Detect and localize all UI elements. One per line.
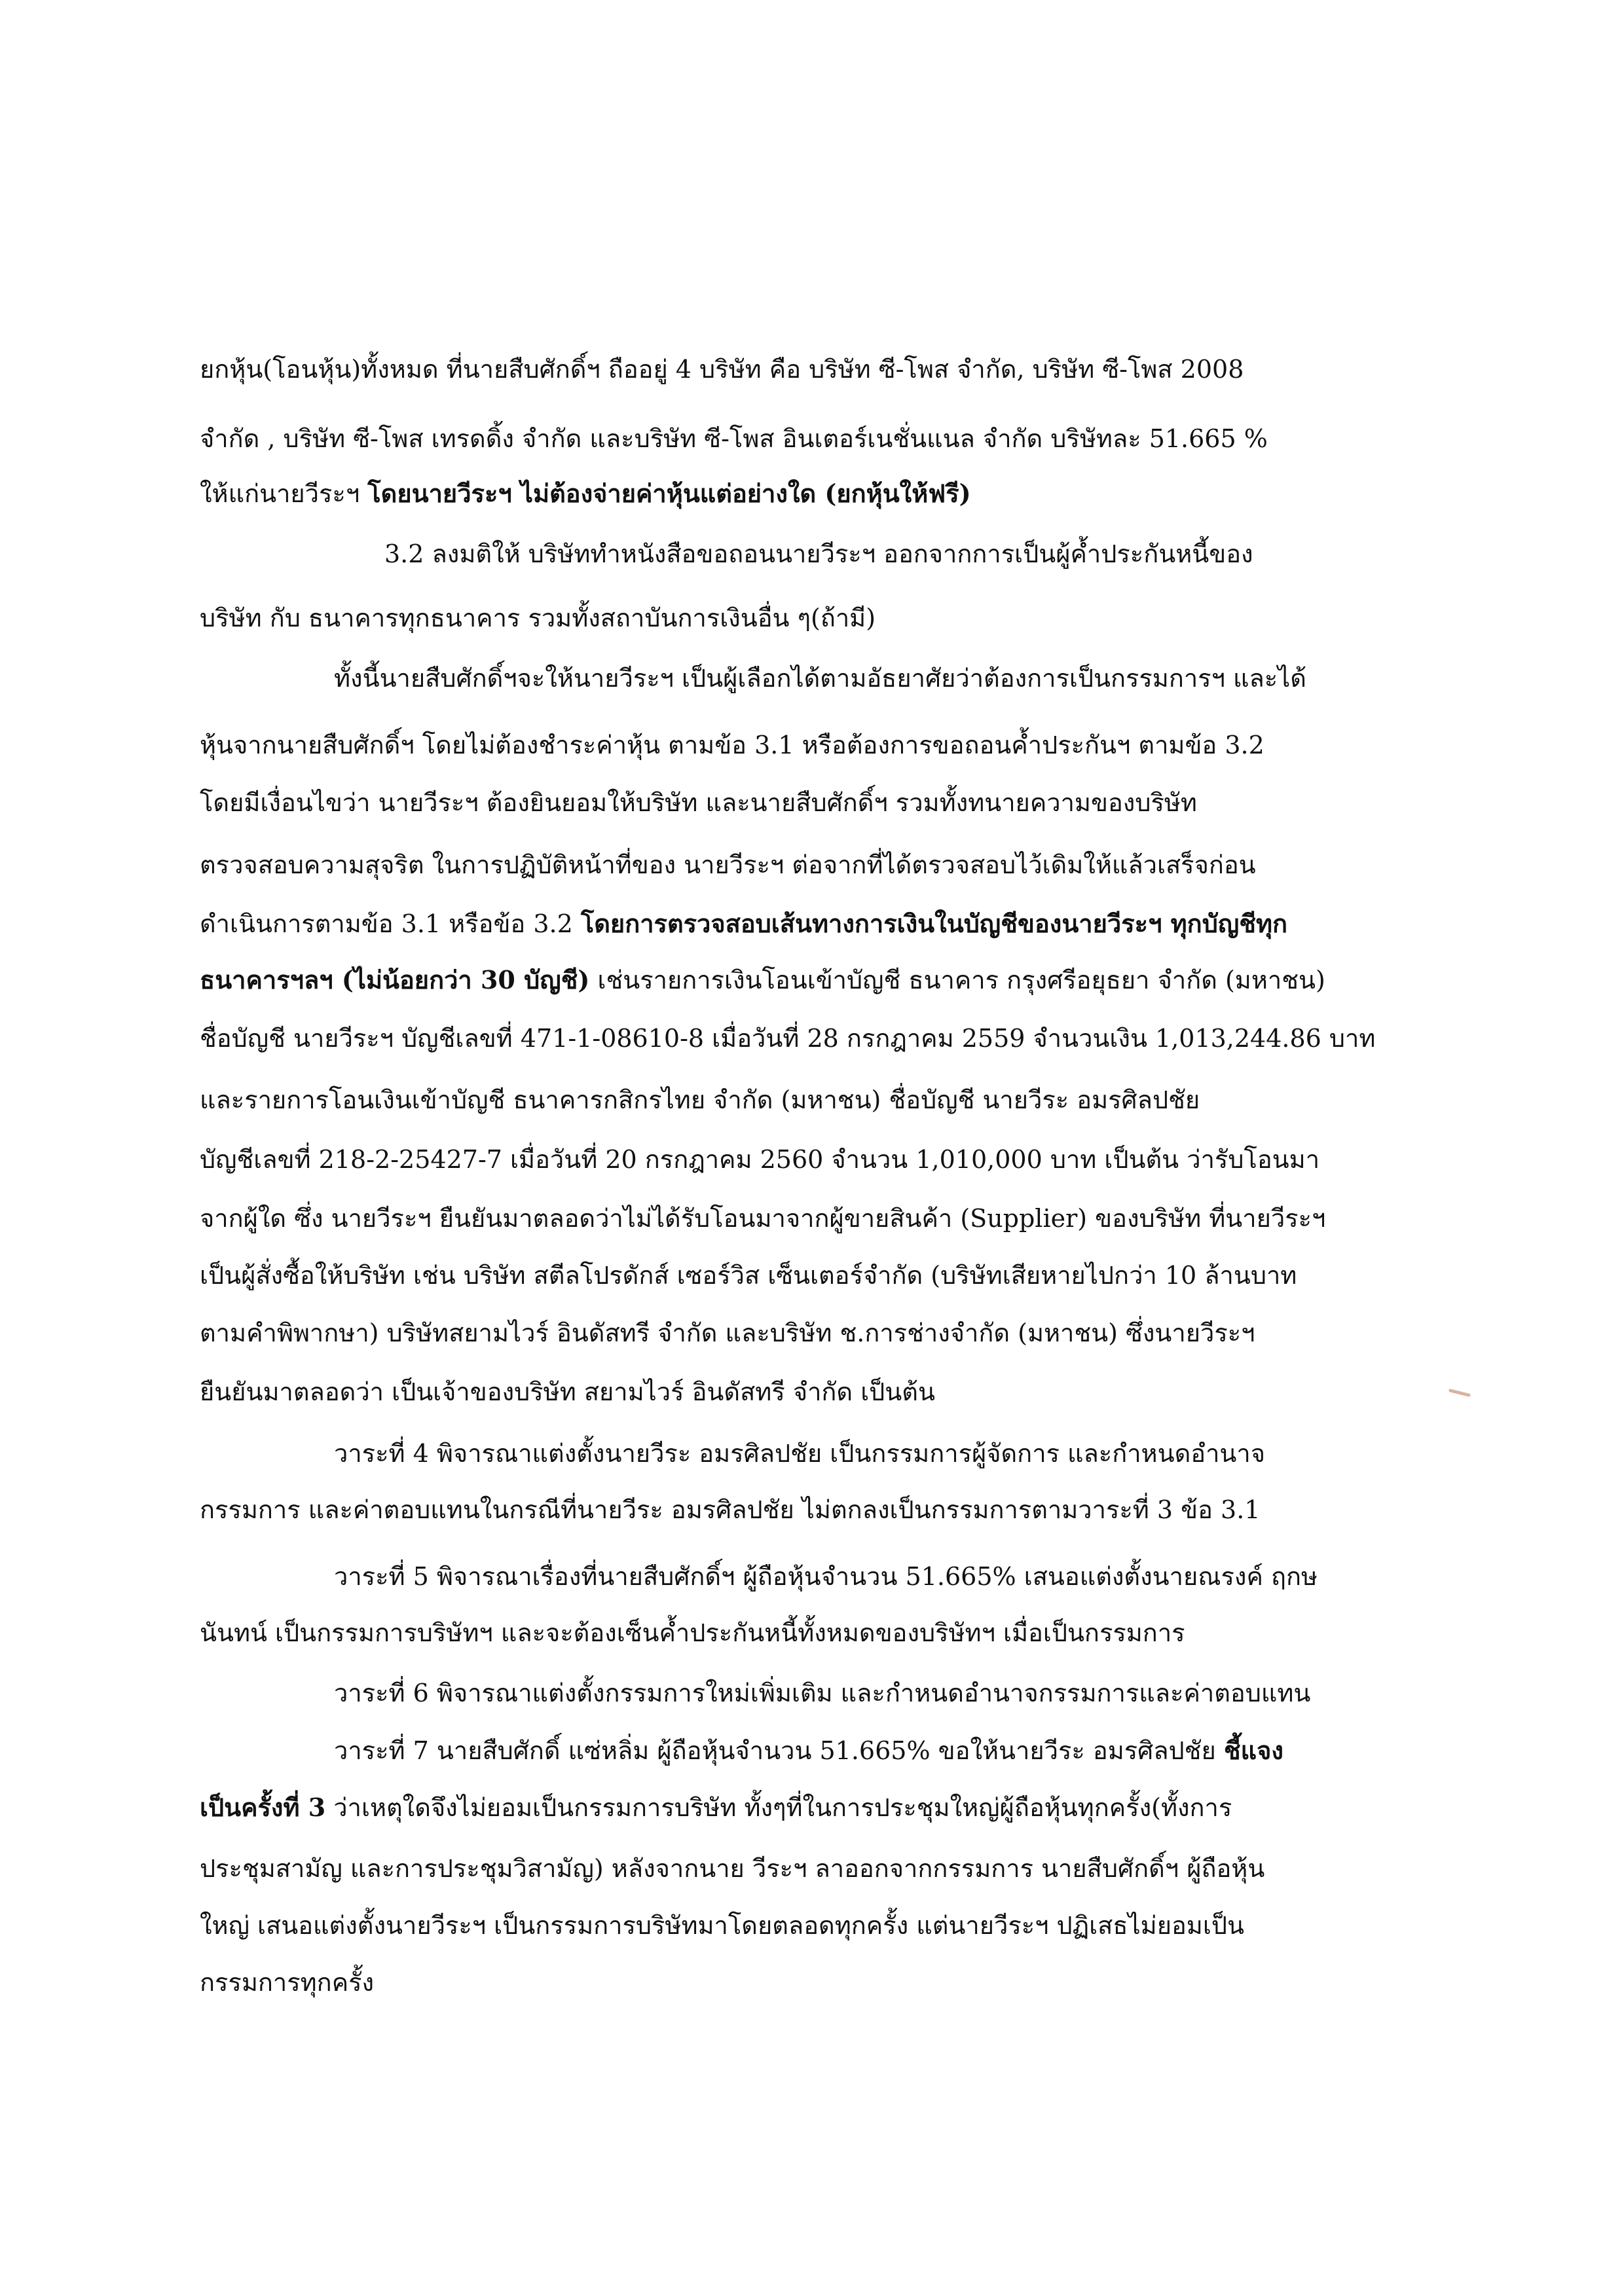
text-run: ตรวจสอบความสุจริต ในการปฏิบัติหน้าที่ของ นายวีระฯ ต่อจากที่ได้ตรวจสอบไว้เดิมให้แล้วเสร็จก่อน	[200, 850, 1256, 879]
paragraph-line	[334, 1553, 1565, 1600]
text-run: วาระที่ 7 นายสืบศักดิ์ แซ่หลิ่ม ผู้ถือหุ้นจำนวน 51.665% ขอให้นายวีระ อมรศิลปชัย	[334, 1736, 1224, 1765]
paragraph-line	[384, 530, 1615, 577]
paragraph-line	[200, 1076, 1431, 1123]
text-run: จำกัด , บริษัท ซี-โพส เทรดดิ้ง จำกัด และบริษัท ซี-โพส อินเตอร์เนชั่นแนล จำกัด บริษัทละ 51.665 %	[200, 424, 1268, 453]
text-run: ทั้งนี้นายสืบศักดิ์ฯจะให้นายวีระฯ เป็นผู้เลือกได้ตามอัธยาศัยว่าต้องการเป็นกรรมการฯ และได้	[334, 664, 1306, 693]
bold-text-run: โดยนายวีระฯ ไม่ต้องจ่ายค่าหุ้นแต่อย่างใด (ยกหุ้นให้ฟรี)	[367, 479, 971, 508]
paragraph-line	[200, 1136, 1431, 1183]
text-run: ยืนยันมาตลอดว่า เป็นเจ้าของบริษัท สยามไวร์ อินดัสทรี จำกัด เป็นต้น	[200, 1377, 935, 1406]
text-run: ดำเนินการตามข้อ 3.1 หรือข้อ 3.2	[200, 909, 581, 938]
paragraph-line	[200, 1784, 1431, 1831]
bold-text-run: ธนาคารฯลฯ (ไม่น้อยกว่า 30 บัญชี)	[200, 965, 590, 994]
paragraph-line	[200, 1252, 1431, 1299]
bold-text-run: ชี้แจง	[1223, 1736, 1283, 1765]
paragraph-line	[200, 1959, 1431, 2006]
text-run: ให้แก่นายวีระฯ	[200, 479, 368, 508]
scan-smudge-mark	[1449, 1389, 1471, 1397]
text-run: 3.2 ลงมติให้ บริษัททำหนังสือขอถอนนายวีระฯ ออกจากการเป็นผู้ค้ำประกันหนี้ของ	[384, 539, 1253, 568]
text-run: ยกหุ้น(โอนหุ้น)ทั้งหมด ที่นายสืบศักดิ์ฯ ถืออยู่ 4 บริษัท คือ บริษัท ซี-โพส จำกัด, บริษัท ซี-โพส 2008	[200, 355, 1244, 384]
paragraph-line	[200, 1609, 1431, 1656]
text-run: ตามคำพิพากษา) บริษัทสยามไวร์ อินดัสทรี จำกัด และบริษัท ช.การช่างจำกัด (มหาชน) ซึ่งนายวีระฯ	[200, 1319, 1255, 1347]
text-run: วาระที่ 6 พิจารณาแต่งตั้งกรรมการใหม่เพิ่มเติม และกำหนดอำนาจกรรมการและค่าตอบแทน	[334, 1679, 1311, 1707]
text-run: วาระที่ 5 พิจารณาเรื่องที่นายสืบศักดิ์ฯ ผู้ถือหุ้นจำนวน 51.665% เสนอแต่งตั้งนายณรงค์ ฤกษ	[334, 1562, 1318, 1591]
paragraph-line	[200, 721, 1431, 769]
paragraph-line	[334, 655, 1565, 702]
paragraph-line	[334, 1727, 1565, 1774]
text-run: วาระที่ 4 พิจารณาแต่งตั้งนายวีระ อมรศิลปชัย เป็นกรรมการผู้จัดการ และกำหนดอำนาจ	[334, 1439, 1265, 1468]
paragraph-line	[200, 1902, 1431, 1949]
text-run: หุ้นจากนายสืบศักดิ์ฯ โดยไม่ต้องชำระค่าหุ้น ตามข้อ 3.1 หรือต้องการขอถอนค้ำประกันฯ ตามข้อ 3.2	[200, 731, 1264, 759]
text-run: จากผู้ใด ซึ่ง นายวีระฯ ยืนยันมาตลอดว่าไม่ได้รับโอนมาจากผู้ขายสินค้า (Supplier) ของบริษัท ที่นายวีระฯ	[200, 1204, 1326, 1233]
text-run: ประชุมสามัญ และการประชุมวิสามัญ) หลังจากนาย วีระฯ ลาออกจากกรรมการ นายสืบศักดิ์ฯ ผู้ถือหุ้น	[200, 1854, 1265, 1883]
paragraph-line	[200, 1015, 1431, 1062]
text-run: บริษัท กับ ธนาคารทุกธนาคาร รวมทั้งสถาบันการเงินอื่น ๆ(ถ้ามี)	[200, 604, 876, 632]
paragraph-line	[200, 415, 1431, 462]
text-run: เป็นผู้สั่งซื้อให้บริษัท เช่น บริษัท สตีลโปรดักส์ เซอร์วิส เซ็นเตอร์จำกัด (บริษัทเสียหายไปกว่า 10 ล้านบาท	[200, 1261, 1297, 1290]
text-run: กรรมการ และค่าตอบแทนในกรณีที่นายวีระ อมรศิลปชัย ไม่ตกลงเป็นกรรมการตามวาระที่ 3 ข้อ 3.1	[200, 1495, 1261, 1524]
paragraph-line	[334, 1669, 1565, 1717]
text-run: นันทน์ เป็นกรรมการบริษัทฯ และจะต้องเซ็นค้ำประกันหนี้ทั้งหมดของบริษัทฯ เมื่อเป็นกรรมการ	[200, 1618, 1185, 1647]
paragraph-line	[200, 470, 1431, 517]
paragraph-line	[200, 594, 1431, 642]
paragraph-line	[334, 1430, 1565, 1477]
paragraph-line	[200, 1195, 1431, 1242]
paragraph-line	[200, 1845, 1431, 1892]
text-run: ใหญ่ เสนอแต่งตั้งนายวีระฯ เป็นกรรมการบริษัทมาโดยตลอดทุกครั้ง แต่นายวีระฯ ปฏิเสธไม่ยอมเป็น	[200, 1911, 1244, 1940]
text-run: ว่าเหตุใดจึงไม่ยอมเป็นกรรมการบริษัท ทั้งๆที่ในการประชุมใหญ่ผู้ถือหุ้นทุกครั้ง(ทั้งการ	[325, 1793, 1232, 1822]
text-run: กรรมการทุกครั้ง	[200, 1968, 375, 1997]
paragraph-line	[200, 1309, 1431, 1357]
paragraph-line	[200, 346, 1431, 393]
text-run: โดยมีเงื่อนไขว่า นายวีระฯ ต้องยินยอมให้บริษัท และนายสืบศักดิ์ฯ รวมทั้งทนายความของบริษัท	[200, 788, 1197, 817]
text-run: และรายการโอนเงินเข้าบัญชี ธนาคารกสิกรไทย จำกัด (มหาชน) ชื่อบัญชี นายวีระ อมรศิลปชัย	[200, 1085, 1200, 1114]
paragraph-line	[200, 900, 1431, 947]
text-run: ชื่อบัญชี นายวีระฯ บัญชีเลขที่ 471-1-08610-8 เมื่อวันที่ 28 กรกฎาคม 2559 จำนวนเงิน 1,013,244.86 บาท	[200, 1024, 1376, 1053]
paragraph-line	[200, 1368, 1431, 1415]
paragraph-line	[200, 957, 1431, 1004]
bold-text-run: เป็นครั้งที่ 3	[200, 1793, 326, 1822]
bold-text-run: โดยการตรวจสอบเส้นทางการเงินในบัญชีของนายวีระฯ ทุกบัญชีทุก	[580, 909, 1288, 938]
paragraph-line	[200, 1486, 1431, 1533]
paragraph-line	[200, 841, 1431, 888]
text-run: บัญชีเลขที่ 218-2-25427-7 เมื่อวันที่ 20 กรกฎาคม 2560 จำนวน 1,010,000 บาท เป็นต้น ว่ารับโอนมา	[200, 1145, 1320, 1174]
text-run: เช่นรายการเงินโอนเข้าบัญชี ธนาคาร กรุงศรีอยุธยา จำกัด (มหาชน)	[589, 966, 1325, 994]
paragraph-line	[200, 779, 1431, 826]
